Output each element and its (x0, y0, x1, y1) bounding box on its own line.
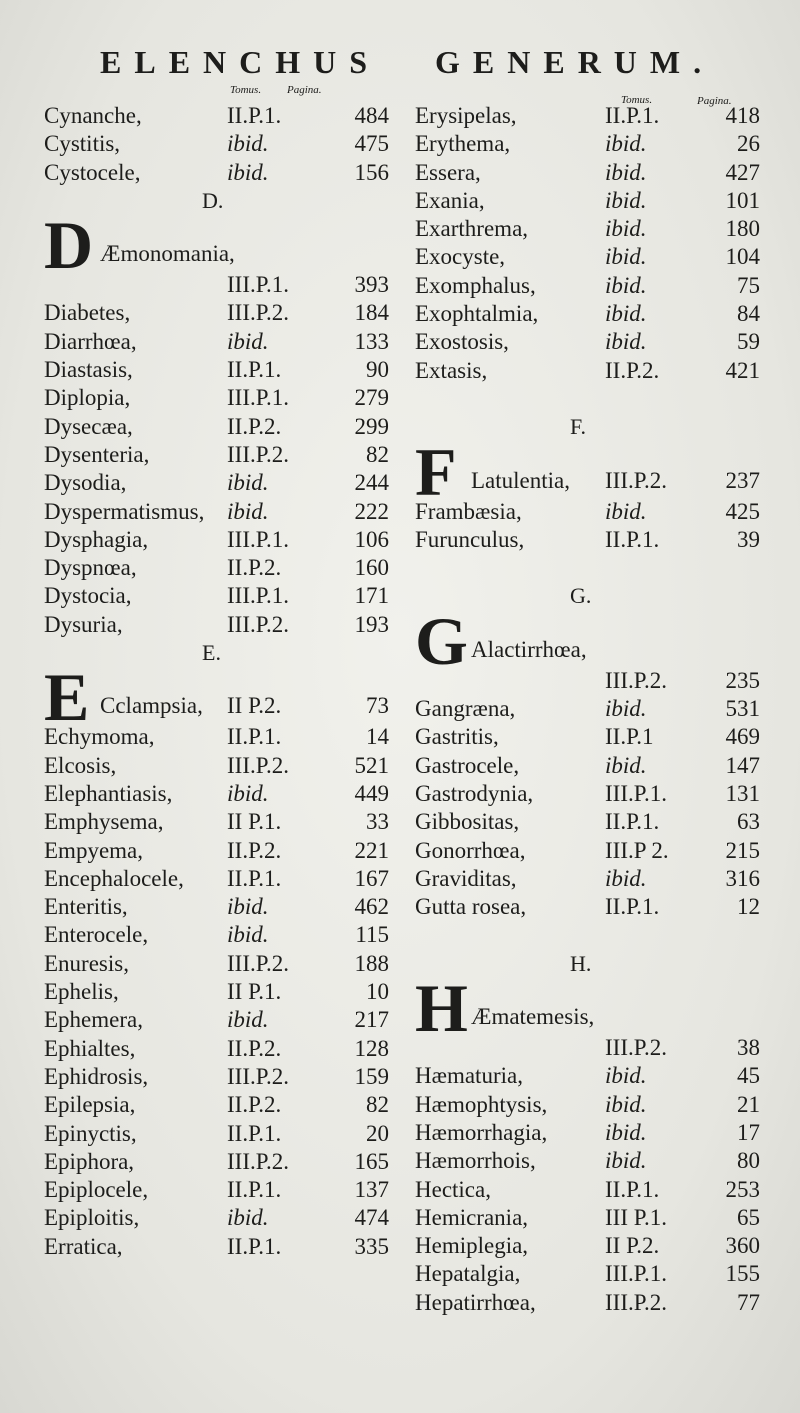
index-entry (44, 1063, 389, 1091)
index-entry (44, 1204, 389, 1232)
entry-volume: III P.1. (605, 1204, 667, 1230)
entry-name: Latulentia, (471, 467, 570, 493)
entry-name: Epiplocele, (44, 1177, 149, 1203)
entry-page: 147 (725, 752, 760, 778)
drop-capital: G (415, 602, 468, 679)
entry-volume: ibid. (605, 865, 647, 891)
index-entry (44, 978, 389, 1006)
entry-name: Echymoma, (44, 724, 155, 750)
entry-name: Dysodia, (44, 470, 127, 496)
entry-volume: II.P.2. (227, 413, 282, 439)
entry-page: 77 (737, 1289, 760, 1315)
entry-page: 133 (354, 328, 389, 354)
index-entry-with-initial (44, 207, 389, 284)
index-entry (44, 1233, 389, 1261)
entry-name: Exocyste, (415, 244, 506, 270)
entry-volume: II.P.2. (227, 1092, 282, 1118)
entry-page: 521 (354, 752, 389, 778)
left-pagina-header: Pagina. (287, 84, 322, 96)
entry-volume: III.P.2. (605, 1035, 667, 1061)
entry-name: Emphysema, (44, 809, 164, 835)
entry-name: Hemiplegia, (415, 1233, 529, 1259)
entry-page: 165 (354, 1148, 389, 1174)
index-entry-continuation (415, 667, 760, 695)
index-entry (44, 1176, 389, 1204)
entry-volume: ibid. (605, 216, 647, 242)
index-entry-with-initial (44, 659, 389, 736)
entry-page: 237 (725, 467, 760, 493)
entry-name: Erratica, (44, 1233, 123, 1259)
entry-name: Epinyctis, (44, 1120, 137, 1146)
entry-volume: ibid. (227, 922, 269, 948)
entry-page: 360 (725, 1233, 760, 1259)
index-entry (44, 441, 389, 469)
index-entry (415, 1119, 760, 1147)
index-entry (415, 1204, 760, 1232)
entry-volume: II.P.1. (227, 103, 282, 128)
index-entry (44, 808, 389, 836)
entry-name: Æmonomania, (100, 241, 235, 267)
entry-volume: ibid. (605, 301, 647, 327)
entry-volume: II P.1. (227, 809, 282, 835)
entry-volume: II.P.1. (227, 1120, 282, 1146)
entry-name: Hepatalgia, (415, 1261, 521, 1287)
entry-page: 449 (354, 780, 389, 806)
index-entry-continuation (415, 1034, 760, 1062)
entry-volume: II.P.1. (605, 1176, 660, 1202)
entry-name: Graviditas, (415, 865, 517, 891)
entry-name: Gastrodynia, (415, 780, 534, 806)
entry-volume: III.P.2. (605, 467, 667, 493)
entry-name: Æmatemesis, (471, 1004, 595, 1030)
entry-volume: ibid. (227, 780, 269, 806)
entry-name: Cclampsia, (100, 693, 203, 719)
left-tomus-header: Tomus. (230, 84, 262, 96)
entry-volume: II.P.1. (605, 809, 660, 835)
index-entry (415, 837, 760, 865)
entry-page: 221 (354, 837, 389, 863)
index-entry (415, 215, 760, 243)
entry-name: Enuresis, (44, 950, 129, 976)
index-entry (415, 1147, 760, 1175)
drop-capital: F (415, 433, 457, 510)
entry-volume: ibid. (227, 159, 269, 185)
entry-page: 82 (366, 1092, 389, 1118)
entry-page: 180 (725, 216, 760, 242)
entry-volume: III.P.1. (227, 272, 289, 298)
entry-volume: II P.1. (227, 979, 282, 1005)
index-entry (415, 893, 760, 921)
entry-page: 10 (366, 979, 389, 1005)
entry-page: 222 (354, 498, 389, 524)
entry-name: Essera, (415, 159, 481, 185)
entry-name: Hectica, (415, 1176, 491, 1202)
index-entry-with-initial (415, 970, 760, 1047)
entry-volume: III.P.2. (605, 1289, 667, 1315)
entry-name: Hæmorrhois, (415, 1148, 536, 1174)
index-entry (44, 752, 389, 780)
entry-name: Elcosis, (44, 752, 117, 778)
entry-page: 299 (354, 413, 389, 439)
entry-name: Hemicrania, (415, 1204, 529, 1230)
entry-name: Dysenteria, (44, 441, 150, 467)
index-entry (415, 102, 760, 130)
entry-volume: II.P.2. (227, 837, 282, 863)
entry-name: Gutta rosea, (415, 894, 527, 920)
entry-page: 128 (354, 1035, 389, 1061)
entry-volume: ibid. (227, 131, 269, 157)
entry-name: Enterocele, (44, 922, 149, 948)
entry-volume: III.P.1. (227, 526, 289, 552)
entry-volume: II.P.1. (227, 865, 282, 891)
right-column (415, 102, 760, 1317)
entry-page: 101 (725, 187, 760, 213)
entry-name: Diarrhœa, (44, 328, 137, 354)
entry-name: Dyspermatismus, (44, 498, 205, 524)
right-tomus-header: Tomus. (621, 94, 653, 106)
entry-page: 167 (354, 865, 389, 891)
entry-name: Dyspnœa, (44, 555, 137, 581)
entry-name: Hæmophtysis, (415, 1091, 548, 1117)
index-entry (44, 893, 389, 921)
entry-name: Encephalocele, (44, 865, 184, 891)
entry-page: 65 (737, 1204, 760, 1230)
entry-volume: ibid. (605, 1119, 647, 1145)
index-entry (44, 384, 389, 412)
entry-page: 171 (354, 583, 389, 609)
entry-page: 45 (737, 1063, 760, 1089)
entry-volume: II.P.1 (605, 724, 654, 750)
entry-name: Cynanche, (44, 103, 142, 128)
entry-page: 335 (354, 1233, 389, 1259)
index-entry (44, 299, 389, 327)
entry-name: Epiphora, (44, 1148, 135, 1174)
index-entry (415, 1289, 760, 1317)
entry-page: 12 (737, 894, 760, 920)
drop-capital: E (44, 659, 90, 736)
entry-page: 316 (725, 865, 760, 891)
entry-name: Enteritis, (44, 894, 128, 920)
index-entry (44, 469, 389, 497)
section-letter: G. (570, 583, 592, 609)
entry-page: 393 (354, 272, 389, 298)
section-letter: F. (570, 414, 586, 440)
entry-page: 14 (366, 724, 389, 750)
index-entry (415, 723, 760, 751)
index-entry (44, 1006, 389, 1034)
section-letter: H. (570, 950, 592, 976)
entry-name: Ephialtes, (44, 1035, 136, 1061)
index-entry (415, 780, 760, 808)
drop-capital: H (415, 970, 468, 1047)
entry-page: 184 (354, 300, 389, 326)
index-entry (44, 780, 389, 808)
entry-volume: ibid. (605, 696, 647, 722)
entry-page: 160 (354, 555, 389, 581)
index-entry (44, 1120, 389, 1148)
index-entry (44, 921, 389, 949)
entry-name: Hepatirrhœa, (415, 1289, 536, 1315)
entry-page: 73 (366, 693, 389, 719)
entry-page: 104 (725, 244, 760, 270)
entry-name: Extasis, (415, 357, 488, 383)
entry-volume: II.P.1. (605, 894, 660, 920)
index-entry (44, 1091, 389, 1119)
index-entry (44, 356, 389, 384)
section-letter: D. (202, 187, 224, 213)
entry-name: Diabetes, (44, 300, 131, 326)
index-entry (44, 130, 389, 158)
entry-page: 17 (737, 1119, 760, 1145)
index-entry (415, 159, 760, 187)
entry-page: 26 (737, 131, 760, 157)
entry-page: 215 (725, 837, 760, 863)
entry-volume: ibid. (605, 498, 647, 524)
index-entry (44, 950, 389, 978)
index-entry (415, 752, 760, 780)
index-entry (415, 498, 760, 526)
entry-name: Erysipelas, (415, 103, 517, 128)
index-entry (415, 300, 760, 328)
entry-volume: ibid. (605, 1091, 647, 1117)
entry-page: 193 (354, 611, 389, 637)
index-entry (44, 865, 389, 893)
entry-volume: ibid. (605, 752, 647, 778)
index-entry (44, 102, 389, 130)
entry-page: 20 (366, 1120, 389, 1146)
entry-page: 217 (354, 1007, 389, 1033)
section-letter-heading (44, 187, 389, 215)
entry-volume: ibid. (227, 1205, 269, 1231)
entry-volume: II.P.1. (605, 526, 660, 552)
entry-name: Elephantiasis, (44, 780, 173, 806)
index-entry (44, 159, 389, 187)
index-entry (44, 837, 389, 865)
entry-name: Exarthrema, (415, 216, 529, 242)
entry-page: 253 (725, 1176, 760, 1202)
entry-name: Empyema, (44, 837, 143, 863)
entry-page: 106 (354, 526, 389, 552)
entry-name: Gastrocele, (415, 752, 520, 778)
entry-name: Gangræna, (415, 696, 516, 722)
section-letter-heading (415, 413, 760, 441)
index-entry (44, 1035, 389, 1063)
entry-name: Diastasis, (44, 357, 133, 383)
entry-volume: III.P.1. (227, 583, 289, 609)
entry-page: 39 (737, 526, 760, 552)
entry-page: 80 (737, 1148, 760, 1174)
section-spacer (415, 385, 760, 413)
index-entry (44, 328, 389, 356)
entry-name: Gonorrhœa, (415, 837, 526, 863)
index-entry (44, 1148, 389, 1176)
entry-volume: III.P.2. (227, 1063, 289, 1089)
left-column (44, 102, 389, 1261)
index-entry-continuation (44, 271, 389, 299)
entry-name: Frambæsia, (415, 498, 522, 524)
entry-name: Cystocele, (44, 159, 141, 185)
entry-page: 425 (725, 498, 760, 524)
entry-name: Exostosis, (415, 329, 509, 355)
entry-volume: III.P.2. (227, 300, 289, 326)
entry-page: 462 (354, 894, 389, 920)
entry-volume: II.P.1. (227, 1177, 282, 1203)
entry-volume: ibid. (227, 1007, 269, 1033)
entry-page: 474 (354, 1205, 389, 1231)
entry-name: Ephidrosis, (44, 1063, 149, 1089)
index-entry (44, 723, 389, 751)
section-letter-heading (44, 639, 389, 667)
entry-volume: ibid. (605, 329, 647, 355)
index-entry (415, 272, 760, 300)
entry-volume: ibid. (227, 894, 269, 920)
index-entry (415, 187, 760, 215)
entry-page: 59 (737, 329, 760, 355)
index-entry-with-initial (415, 602, 760, 679)
entry-volume: III.P.1. (605, 1261, 667, 1287)
entry-name: Epilepsia, (44, 1092, 136, 1118)
title-right: GENERUM. (435, 44, 715, 80)
entry-name: Erythema, (415, 131, 511, 157)
section-spacer (415, 554, 760, 582)
entry-name: Gastritis, (415, 724, 499, 750)
entry-page: 63 (737, 809, 760, 835)
index-entry (44, 582, 389, 610)
entry-page: 155 (725, 1261, 760, 1287)
entry-volume: ibid. (605, 244, 647, 270)
entry-volume: ibid. (227, 470, 269, 496)
entry-name: Epiploitis, (44, 1205, 140, 1231)
entry-volume: II.P.1. (227, 1233, 282, 1259)
index-entry (44, 554, 389, 582)
entry-volume: II.P.1. (227, 724, 282, 750)
right-pagina-header: Pagina. (697, 95, 732, 107)
entry-volume: III.P.2. (227, 611, 289, 637)
title-left: ELENCHUS (100, 44, 381, 80)
index-entry (415, 328, 760, 356)
entry-page: 279 (354, 385, 389, 411)
entry-volume: III.P 2. (605, 837, 669, 863)
entry-volume: ibid. (605, 1148, 647, 1174)
entry-name: Alactirrhœa, (471, 636, 587, 662)
entry-page: 244 (354, 470, 389, 496)
entry-volume: II.P.1. (605, 103, 660, 128)
entry-name: Hæmorrhagia, (415, 1119, 548, 1145)
entry-page: 21 (737, 1091, 760, 1117)
entry-page: 33 (366, 809, 389, 835)
entry-page: 84 (737, 301, 760, 327)
entry-volume: ibid. (605, 159, 647, 185)
entry-volume: II P.2. (605, 1233, 660, 1259)
entry-name: Hæmaturia, (415, 1063, 523, 1089)
index-entry (415, 1176, 760, 1204)
entry-page: 469 (725, 724, 760, 750)
index-entry (415, 357, 760, 385)
entry-page: 38 (737, 1035, 760, 1061)
index-entry (415, 1232, 760, 1260)
index-entry (415, 526, 760, 554)
index-entry (44, 611, 389, 639)
entry-name: Furunculus, (415, 526, 525, 552)
entry-volume: III.P.2. (227, 1148, 289, 1174)
entry-page: 427 (725, 159, 760, 185)
index-entry (415, 865, 760, 893)
entry-name: Exophtalmia, (415, 301, 539, 327)
entry-volume: III.P.2. (605, 667, 667, 693)
entry-name: Ephemera, (44, 1007, 143, 1033)
index-entry (415, 695, 760, 723)
entry-page: 137 (354, 1177, 389, 1203)
entry-volume: III.P.2. (227, 441, 289, 467)
entry-name: Diplopia, (44, 385, 131, 411)
entry-page: 75 (737, 272, 760, 298)
section-letter: E. (202, 640, 221, 666)
entry-volume: ibid. (605, 1063, 647, 1089)
entry-page: 156 (354, 159, 389, 185)
entry-page: 115 (355, 922, 389, 948)
entry-name: Gibbositas, (415, 809, 520, 835)
index-entry (44, 498, 389, 526)
entry-volume: II P.2. (227, 693, 282, 719)
entry-volume: ibid. (227, 498, 269, 524)
entry-volume: ibid. (227, 328, 269, 354)
entry-volume: II.P.2. (227, 555, 282, 581)
entry-volume: II.P.1. (227, 357, 282, 383)
entry-page: 421 (725, 357, 760, 383)
entry-name: Dysuria, (44, 611, 123, 637)
entry-page: 90 (366, 357, 389, 383)
entry-volume: III.P.1. (227, 385, 289, 411)
entry-page: 131 (725, 780, 760, 806)
entry-name: Exomphalus, (415, 272, 536, 298)
entry-volume: II.P.2. (605, 357, 660, 383)
section-spacer (415, 921, 760, 949)
index-entry (44, 413, 389, 441)
entry-page: 159 (354, 1063, 389, 1089)
entry-name: Cystitis, (44, 131, 121, 157)
entry-volume: III.P.1. (605, 780, 667, 806)
index-entry (415, 130, 760, 158)
entry-name: Dysphagia, (44, 526, 149, 552)
index-entry (415, 1260, 760, 1288)
entry-volume: III.P.2. (227, 752, 289, 778)
index-entry (415, 808, 760, 836)
entry-volume: II.P.2. (227, 1035, 282, 1061)
entry-page: 531 (725, 696, 760, 722)
entry-name: Dysecæa, (44, 413, 133, 439)
drop-capital: D (44, 207, 94, 284)
entry-name: Exania, (415, 187, 485, 213)
entry-page: 418 (725, 103, 760, 128)
entry-page: 235 (725, 667, 760, 693)
entry-volume: ibid. (605, 131, 647, 157)
entry-volume: III.P.2. (227, 950, 289, 976)
entry-page: 484 (354, 103, 389, 128)
entry-page: 475 (354, 131, 389, 157)
entry-name: Dystocia, (44, 583, 132, 609)
entry-page: 82 (366, 441, 389, 467)
index-entry (44, 526, 389, 554)
entry-volume: ibid. (605, 272, 647, 298)
entry-volume: ibid. (605, 187, 647, 213)
entry-name: Ephelis, (44, 979, 119, 1005)
index-entry-with-initial (415, 433, 760, 510)
entry-page: 188 (354, 950, 389, 976)
index-entry (415, 1091, 760, 1119)
index-entry (415, 243, 760, 271)
index-entry (415, 1062, 760, 1090)
